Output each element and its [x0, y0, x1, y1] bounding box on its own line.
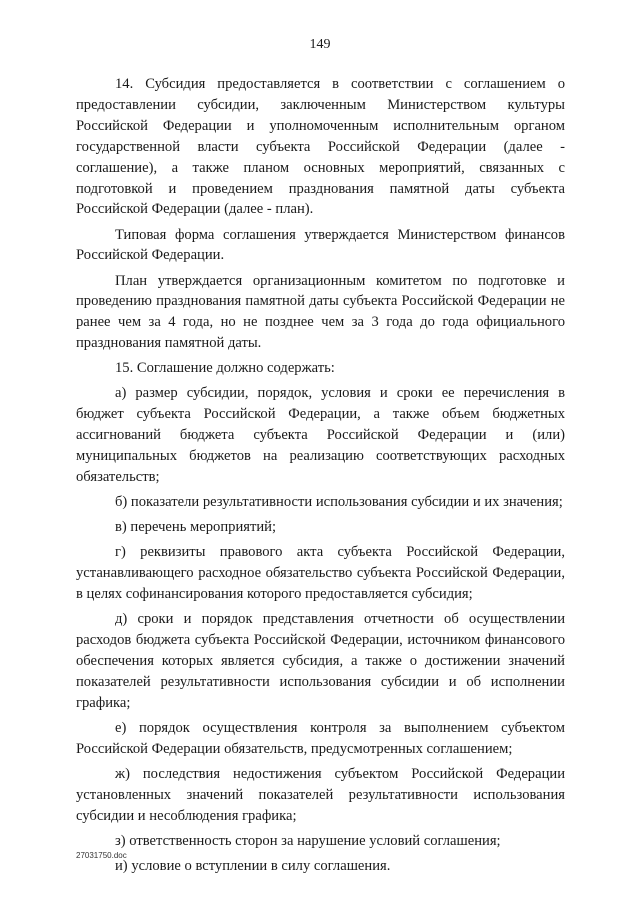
- paragraph-plan-approval: План утверждается организационным комитетом по подготовке и проведению празднования памятной даты субъекта Российской Федерации не ранее чем за 4 года, но не позднее чем за 3 года до года официального празднования памятной даты.: [76, 272, 565, 352]
- paragraph-14: 14. Субсидия предоставляется в соответствии с соглашением о предоставлении субсидии, заключенным Министерством культуры Российской Федерации и уполномоченным исполнительным органом государственной власти субъекта Российской Федерации (далее - соглашение), а также планом основных мероприятий, связанных с подготовкой и проведением празднования памятной даты субъекта Российской Федерации (далее - план).: [76, 76, 565, 218]
- document-body: [76, 74, 565, 881]
- list-item-g: г) реквизиты правового акта субъекта Российской Федерации, устанавливающего расходное обязательство субъекта Российской Федерации, в целях софинансирования которого предоставляется субсидия;: [76, 544, 565, 603]
- list-item-a: а) размер субсидии, порядок, условия и сроки ее перечисления в бюджет субъекта Российской Федерации, а также объем бюджетных ассигнований бюджета субъекта Российской Федерации и (или) муниципальных бюджетов на реализацию соответствующих расходных обязательств;: [76, 385, 565, 486]
- list-item-d: д) сроки и порядок представления отчетности об осуществлении расходов бюджета субъекта Российской Федерации, источником финансового обеспечения которых является субсидия, а также о достижении значений показателей результативности использования субсидии и об исполнении графика;: [76, 611, 565, 711]
- paragraph-15: 15. Соглашение должно содержать:: [115, 360, 335, 377]
- list-item-i: и) условие о вступлении в силу соглашения.: [115, 857, 391, 874]
- list-item-e: е) порядок осуществления контроля за выполнением субъектом Российской Федерации обязательств, предусмотренных соглашением;: [76, 719, 565, 757]
- page-number: 149: [309, 37, 331, 52]
- list-item-zh: ж) последствия недостижения субъектом Российской Федерации установленных значений показателей результативности использования субсидии и несоблюдения графика;: [76, 765, 565, 824]
- paragraph-template-form: Типовая форма соглашения утверждается Министерством финансов Российской Федерации.: [76, 226, 565, 264]
- list-item-z: з) ответственность сторон за нарушение условий соглашения;: [115, 832, 501, 849]
- list-item-b: б) показатели результативности использования субсидии и их значения;: [115, 494, 563, 511]
- list-item-v: в) перечень мероприятий;: [115, 519, 277, 536]
- footer-filename: 27031750.doc: [76, 851, 127, 860]
